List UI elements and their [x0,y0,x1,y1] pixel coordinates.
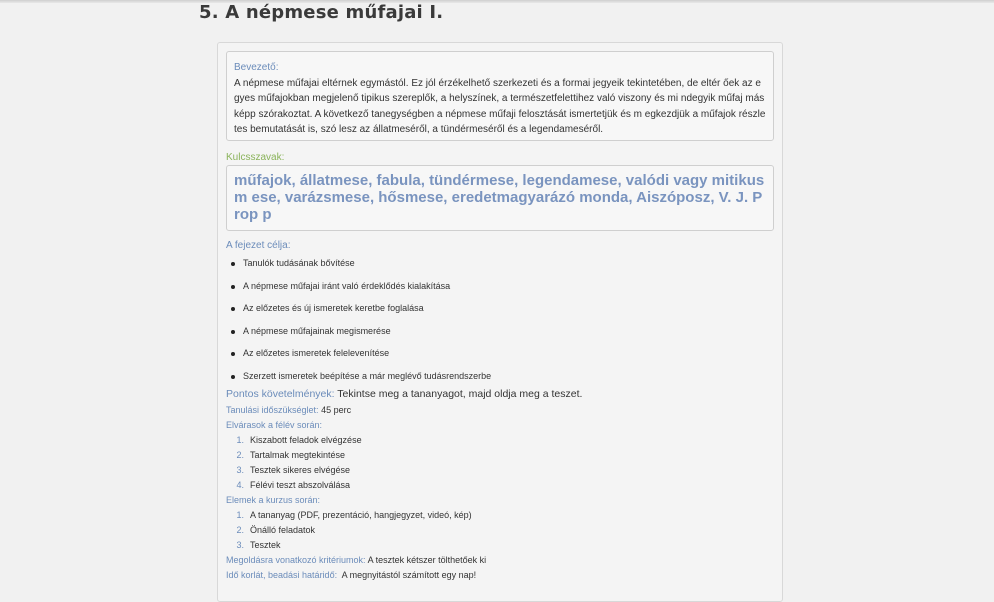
time-label: Tanulási időszükséglet: [226,405,319,415]
list-item [232,478,362,493]
goal-item: Szerzett ismeretek beépítése a már meglévő tudásrendszerbe [230,365,491,388]
keywords-label: Kulcsszavak: [226,152,285,163]
deadline-label: Idő korlát, beadási határidő: [226,570,338,580]
list-item [232,433,362,448]
list-text: Tesztek [250,540,281,550]
top-shadow-bar [0,0,994,3]
keywords-text: műfajok, állatmese, fabula, tündérmese, legendamese, valódi vagy mitikus m ese, varázsmese, hősmese, eredetmagyarázó monda, Aiszóposz, V. J. Prop p [234,172,765,223]
list-item [232,508,472,523]
list-number: 1. [236,510,244,520]
elements-label: Elemek a kurzus során: [226,495,321,505]
list-item [232,448,362,463]
requirements-row [226,388,582,400]
requirements-label: Pontos követelmények: [226,388,335,400]
goals-label: A fejezet célja: [226,240,291,251]
deadline-row [226,570,476,580]
goals-list [230,252,491,388]
list-number: 3. [236,465,244,475]
list-number: 1. [236,435,244,445]
list-text: Kiszabott feladok elvégzése [250,435,362,445]
list-item [232,538,472,553]
goal-item: Az előzetes ismeretek felelevenítése [230,342,491,365]
lesson-card [217,42,783,602]
elements-label-row [226,495,320,505]
criteria-label: Megoldásra vonatkozó kritériumok: [226,555,366,565]
list-text: Önálló feladatok [250,525,316,535]
criteria-row [226,555,486,565]
list-text: Félévi teszt abszolválása [250,480,351,490]
page-title: 5. A népmese műfajai I. [199,2,444,23]
deadline-value: A megnyitástól számított egy nap! [337,570,477,580]
requirements-value: Tekintse meg a tananyagot, majd oldja meg a teszet. [334,388,583,400]
list-number: 3. [236,540,244,550]
list-number: 2. [236,450,244,460]
intro-text: A népmese műfajai eltérnek egymástól. Ez jól érzékelhető szerkezeti és a formai jegyeik tekintetében, de eltér őek az egyes műfajokban megjelenő tipikus szereplők, a helyszínek, a természetfelettihez való viszony és mi ndegyik műfaj másképp szórakoztat. A következő tanegységben a népmese műfaji felosztását ismertetjük és m egkezdjük a műfajok részletes bemutatását is, szó lesz az állatmeséről, a tündérmeséről és a legendameséről. [234,78,766,135]
list-text: Tesztek sikeres elvégése [250,465,351,475]
keywords-panel [226,165,774,231]
intro-panel [226,51,774,141]
intro-label: Bevezető: [234,62,279,73]
list-item [232,523,472,538]
list-item [232,463,362,478]
list-text: Tartalmak megtekintése [250,450,346,460]
list-text: A tananyag (PDF, prezentáció, hangjegyzet, videó, kép) [250,510,472,520]
semester-label-row [226,420,322,430]
time-row [226,405,351,415]
criteria-value: A tesztek kétszer tölthetőek ki [365,555,487,565]
semester-list [232,433,362,493]
goal-item: Tanulók tudásának bővítése [230,252,491,275]
goal-item: Az előzetes és új ismeretek keretbe foglalása [230,297,491,320]
goal-item: A népmese műfajai iránt való érdeklődés kialakítása [230,275,491,298]
elements-list [232,508,472,553]
list-number: 4. [236,480,244,490]
goal-item: A népmese műfajainak megismerése [230,320,491,343]
semester-label: Elvárasok a félév során: [226,420,323,430]
list-number: 2. [236,525,244,535]
time-value: 45 perc [318,405,352,415]
